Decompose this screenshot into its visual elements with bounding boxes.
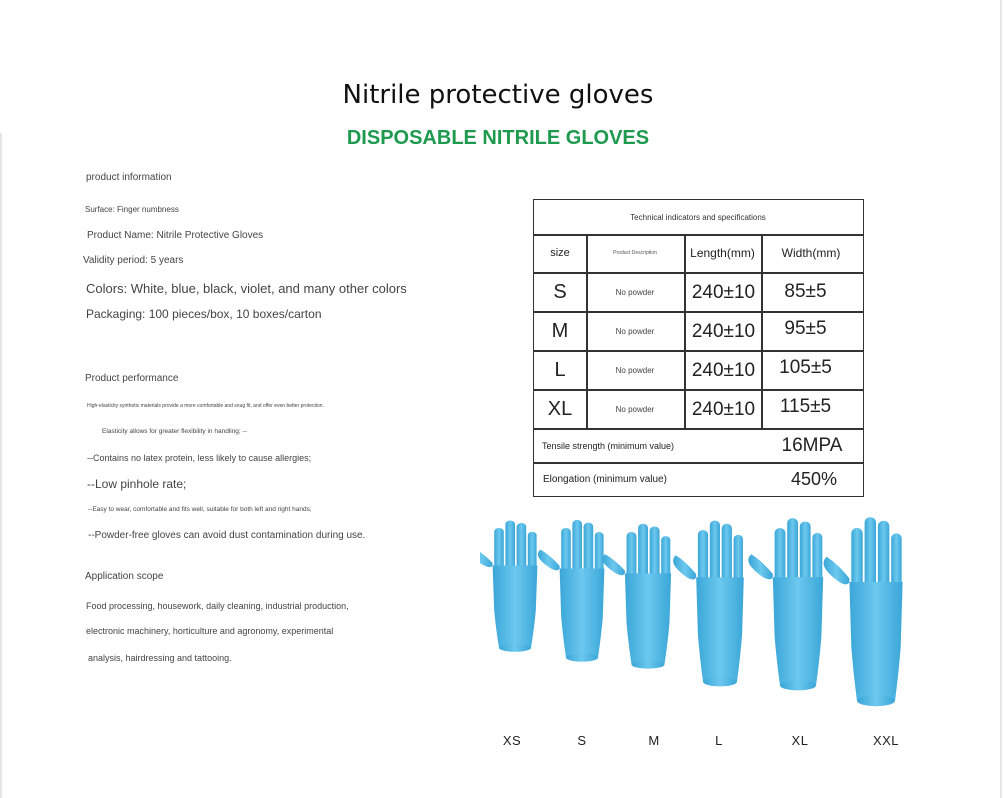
row-width: 105±5 <box>779 356 832 378</box>
page-left-edge <box>0 133 2 798</box>
glove-size-label: S <box>577 733 587 748</box>
colors-text: Colors: White, blue, black, violet, and many other colors <box>86 281 407 296</box>
row-description: No powder <box>615 405 655 414</box>
surface-text: Surface: Finger numbness <box>85 205 179 214</box>
glove-size-label: XXL <box>872 733 900 748</box>
row-length: 240±10 <box>691 320 756 342</box>
performance-item: --Easy to wear, comfortable and fits well, suitable for both left and right hands; <box>88 506 312 513</box>
application-heading: Application scope <box>85 571 164 582</box>
performance-item: --Powder-free gloves can avoid dust contamination during use. <box>88 530 366 541</box>
row-size: M <box>551 320 569 342</box>
packaging-text: Packaging: 100 pieces/box, 10 boxes/carton <box>86 307 322 321</box>
application-line: electronic machinery, horticulture and agronomy, experimental <box>86 626 334 636</box>
glove-size-label: M <box>648 733 660 748</box>
glove-size-label: XL <box>791 733 809 748</box>
header-length: Length(mm) <box>690 246 755 260</box>
glove-size-label: L <box>715 733 723 748</box>
glove-xs-icon <box>480 521 537 652</box>
glove-size-label: XS <box>502 733 522 748</box>
header-description: Product Description <box>613 250 657 256</box>
row-description: No powder <box>615 288 655 297</box>
tensile-label: Tensile strength (minimum value) <box>542 441 675 451</box>
tensile-value: 16MPA <box>781 435 843 456</box>
elongation-value: 450% <box>790 468 838 489</box>
row-length: 240±10 <box>691 359 756 381</box>
glove-xl-icon <box>748 518 823 690</box>
application-line: Food processing, housework, daily cleaning, industrial production, <box>86 601 349 611</box>
page-subtitle: DISPOSABLE NITRILE GLOVES <box>346 127 650 149</box>
glove-xxl-icon <box>824 517 903 706</box>
row-width: 85±5 <box>784 280 827 302</box>
elongation-label: Elongation (minimum value) <box>543 473 667 485</box>
product-name-text: Product Name: Nitrile Protective Gloves <box>87 230 264 241</box>
header-size: size <box>550 247 570 259</box>
row-length: 240±10 <box>691 398 756 420</box>
row-length: 240±10 <box>691 281 756 303</box>
performance-item: --Low pinhole rate; <box>87 477 187 491</box>
table-caption: Technical indicators and specifications <box>630 212 766 222</box>
performance-item: High-elasticity synthetic materials provide a more comfortable and snug fit, and offer even better protection. <box>87 403 324 409</box>
spec-table <box>533 199 864 497</box>
row-description: No powder <box>615 366 655 375</box>
product-info-heading: product information <box>86 172 172 183</box>
row-size: XL <box>547 398 573 420</box>
validity-text: Validity period: 5 years <box>83 255 184 266</box>
row-size: L <box>554 359 566 381</box>
page-right-edge <box>1000 0 1002 798</box>
row-size: S <box>553 281 567 303</box>
glove-s-icon <box>538 520 605 662</box>
performance-item: Elasticity allows for greater flexibility in handling; -- <box>102 428 247 435</box>
row-width: 115±5 <box>779 395 832 417</box>
header-width: Width(mm) <box>781 246 841 260</box>
row-width: 95±5 <box>784 317 827 339</box>
gloves-illustration <box>480 512 940 727</box>
performance-heading: Product performance <box>85 373 179 384</box>
glove-l-icon <box>673 521 744 687</box>
glove-m-icon <box>602 524 671 669</box>
row-description: No powder <box>615 327 655 336</box>
performance-item: --Contains no latex protein, less likely to cause allergies; <box>87 453 312 463</box>
page-title: Nitrile protective gloves <box>342 80 654 110</box>
application-line: analysis, hairdressing and tattooing. <box>88 653 232 663</box>
